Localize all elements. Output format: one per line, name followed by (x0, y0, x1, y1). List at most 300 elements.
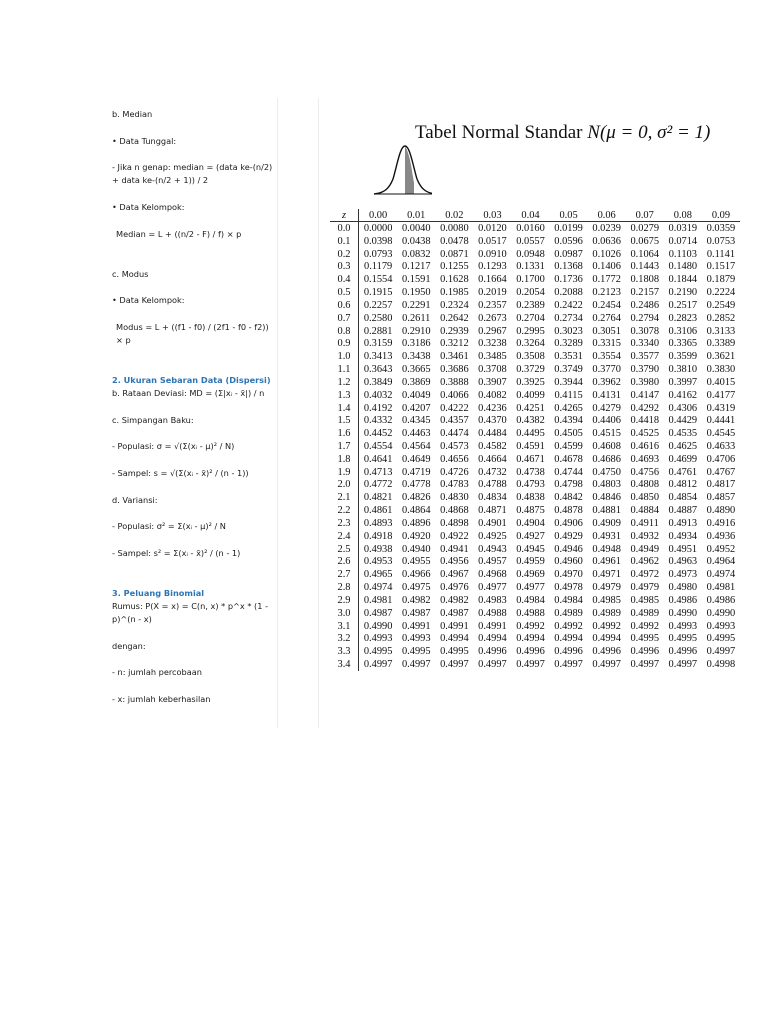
probability-cell: 0.0398 (363, 235, 393, 247)
probability-cell: 0.4986 (668, 594, 698, 606)
probability-cell: 0.3438 (401, 351, 431, 363)
probability-cell: 0.0793 (363, 248, 393, 260)
table-row (330, 273, 740, 286)
probability-cell: 0.3925 (516, 376, 545, 388)
probability-cell: 0.4957 (478, 556, 507, 568)
probability-cell: 0.2852 (706, 312, 736, 324)
probability-cell: 0.4452 (363, 428, 393, 440)
table-row (330, 337, 740, 350)
table-row (330, 350, 740, 363)
z-value-cell: 1.5 (330, 414, 359, 427)
probability-cell: 0.4793 (516, 479, 545, 491)
z-table-header-cell: 0.09 (702, 209, 740, 222)
probability-cell: 0.4918 (363, 530, 393, 542)
probability-cell: 0.3531 (554, 351, 583, 363)
probability-cell: 0.1064 (630, 248, 660, 260)
probability-cell: 0.4990 (363, 620, 393, 632)
probability-cell: 0.4986 (706, 594, 736, 606)
probability-cell: 0.4995 (440, 646, 469, 658)
probability-cell: 0.4994 (554, 633, 583, 645)
table-title (415, 122, 735, 144)
z-value-cell: 3.1 (330, 620, 359, 633)
probability-cell: 0.4783 (440, 479, 469, 491)
table-row (330, 402, 740, 415)
probability-cell: 0.0319 (668, 222, 698, 234)
z-table-header-cell: 0.05 (550, 209, 588, 222)
probability-cell: 0.2794 (630, 312, 660, 324)
probability-cell: 0.4997 (478, 659, 507, 671)
probability-cell: 0.2764 (592, 312, 621, 324)
probability-cell: 0.4573 (440, 440, 469, 452)
probability-cell: 0.1480 (668, 261, 698, 273)
probability-cell: 0.4996 (592, 646, 621, 658)
probability-cell: 0.4706 (706, 453, 736, 465)
probability-cell: 0.4207 (401, 402, 431, 414)
probability-cell: 0.4998 (706, 659, 736, 671)
probability-cell: 0.1591 (401, 274, 431, 286)
probability-cell: 0.4988 (516, 607, 545, 619)
probability-cell: 0.4345 (401, 415, 431, 427)
z-value-cell: 2.1 (330, 491, 359, 504)
probability-cell: 0.3830 (706, 364, 736, 376)
probability-cell: 0.0040 (401, 222, 431, 234)
spacer (112, 573, 277, 586)
probability-cell: 0.4162 (668, 389, 698, 401)
probability-cell: 0.4884 (630, 505, 660, 517)
probability-cell: 0.4842 (554, 492, 583, 504)
probability-cell: 0.2454 (592, 299, 621, 311)
probability-cell: 0.4987 (401, 607, 431, 619)
probability-cell: 0.3159 (363, 338, 393, 350)
table-row (330, 594, 740, 607)
probability-cell: 0.4976 (440, 582, 469, 594)
probability-cell: 0.4934 (668, 530, 698, 542)
probability-cell: 0.3023 (554, 325, 583, 337)
probability-cell: 0.3485 (478, 351, 507, 363)
probability-cell: 0.0910 (478, 248, 507, 260)
probability-cell: 0.0080 (440, 222, 469, 234)
probability-cell: 0.4591 (516, 440, 545, 452)
probability-cell: 0.4641 (363, 453, 393, 465)
probability-cell: 0.3340 (630, 338, 660, 350)
table-row (330, 299, 740, 312)
probability-cell: 0.4997 (516, 659, 545, 671)
probability-cell: 0.4960 (554, 556, 583, 568)
probability-cell: 0.4713 (363, 466, 393, 478)
z-table-header-cell: 0.03 (473, 209, 511, 222)
z-value-cell: 2.6 (330, 556, 359, 569)
probability-cell: 0.4015 (706, 376, 736, 388)
probability-cell: 0.4616 (630, 440, 660, 452)
probability-cell: 0.2642 (440, 312, 469, 324)
z-value-cell: 3.3 (330, 645, 359, 658)
z-table-header-cell: 0.07 (626, 209, 664, 222)
z-table-header-cell: 0.01 (397, 209, 435, 222)
probability-cell: 0.4966 (401, 569, 431, 581)
probability-cell: 0.4861 (363, 505, 393, 517)
probability-cell: 0.4901 (478, 517, 507, 529)
probability-cell: 0.3051 (592, 325, 621, 337)
probability-cell: 0.4671 (516, 453, 545, 465)
table-row (330, 248, 740, 261)
formula-notes (112, 108, 277, 720)
probability-cell: 0.4989 (554, 607, 583, 619)
probability-cell: 0.3849 (363, 376, 393, 388)
probability-cell: 0.4993 (401, 633, 431, 645)
probability-cell: 0.3186 (401, 338, 431, 350)
z-value-cell: 1.9 (330, 466, 359, 479)
probability-cell: 0.4968 (478, 569, 507, 581)
probability-cell: 0.4997 (440, 659, 469, 671)
median-group-formula: Median = L + ((n/2 - F) / f) × p (116, 228, 242, 239)
z-column-header: z (330, 209, 359, 222)
probability-cell: 0.4909 (592, 517, 621, 529)
probability-cell: 0.4846 (592, 492, 621, 504)
probability-cell: 0.1406 (592, 261, 621, 273)
median-heading: b. Median (112, 109, 153, 119)
probability-cell: 0.4177 (706, 389, 736, 401)
probability-cell: 0.4817 (706, 479, 736, 491)
probability-cell: 0.4985 (592, 594, 621, 606)
probability-cell: 0.4987 (440, 607, 469, 619)
probability-cell: 0.4996 (516, 646, 545, 658)
probability-cell: 0.4625 (668, 440, 698, 452)
variansi-populasi-formula: - Populasi: σ² = Σ(xᵢ - μ)² / N (112, 521, 226, 532)
probability-cell: 0.4904 (516, 517, 545, 529)
probability-cell: 0.3686 (440, 364, 469, 376)
variansi-heading: d. Variansi: (112, 494, 158, 505)
probability-cell: 0.1255 (440, 261, 469, 273)
probability-cell: 0.0753 (706, 235, 736, 247)
column-divider (277, 98, 278, 728)
probability-cell: 0.4893 (363, 517, 393, 529)
probability-cell: 0.4834 (478, 492, 507, 504)
probability-cell: 0.4936 (706, 530, 736, 542)
probability-cell: 0.4994 (516, 633, 545, 645)
probability-cell: 0.1368 (554, 261, 583, 273)
probability-cell: 0.4306 (668, 402, 698, 414)
probability-cell: 0.1700 (516, 274, 545, 286)
probability-cell: 0.4952 (706, 543, 736, 555)
probability-cell: 0.4871 (478, 505, 507, 517)
probability-cell: 0.4115 (554, 389, 583, 401)
probability-cell: 0.4911 (630, 517, 659, 529)
probability-cell: 0.4808 (630, 479, 660, 491)
probability-cell: 0.4878 (554, 505, 583, 517)
probability-cell: 0.2123 (592, 287, 621, 299)
probability-cell: 0.2704 (516, 312, 545, 324)
probability-cell: 0.4995 (401, 646, 431, 658)
table-row (330, 581, 740, 594)
table-row (330, 440, 740, 453)
probability-cell: 0.4988 (478, 607, 507, 619)
probability-cell: 0.4941 (440, 543, 469, 555)
probability-cell: 0.4656 (440, 453, 469, 465)
probability-cell: 0.4974 (706, 569, 736, 581)
probability-cell: 0.4943 (478, 543, 507, 555)
probability-cell: 0.4972 (630, 569, 660, 581)
probability-cell: 0.0478 (440, 235, 469, 247)
probability-cell: 0.4830 (440, 492, 469, 504)
probability-cell: 0.4265 (554, 402, 583, 414)
probability-cell: 0.4983 (478, 594, 507, 606)
section-2-heading: 2. Ukuran Sebaran Data (Dispersi) (112, 374, 271, 385)
probability-cell: 0.4992 (630, 620, 660, 632)
probability-cell: 0.3315 (592, 338, 621, 350)
probability-cell: 0.4955 (401, 556, 431, 568)
probability-cell: 0.4131 (592, 389, 621, 401)
probability-cell: 0.3212 (440, 338, 469, 350)
probability-cell: 0.4474 (440, 428, 469, 440)
probability-cell: 0.4995 (668, 633, 698, 645)
probability-cell: 0.0557 (516, 235, 545, 247)
probability-cell: 0.2823 (668, 312, 698, 324)
table-row (330, 504, 740, 517)
probability-cell: 0.4099 (516, 389, 545, 401)
probability-cell: 0.1179 (364, 261, 393, 273)
probability-cell: 0.4738 (516, 466, 545, 478)
probability-cell: 0.4292 (630, 402, 660, 414)
probability-cell: 0.2224 (706, 287, 736, 299)
probability-cell: 0.4463 (401, 428, 431, 440)
probability-cell: 0.4977 (478, 582, 507, 594)
probability-cell: 0.4997 (630, 659, 660, 671)
z-value-cell: 1.4 (330, 402, 359, 415)
probability-cell: 0.0596 (554, 235, 583, 247)
probability-cell: 0.1026 (592, 248, 621, 260)
probability-cell: 0.4996 (478, 646, 507, 658)
probability-cell: 0.2734 (554, 312, 583, 324)
probability-cell: 0.4965 (363, 569, 393, 581)
probability-cell: 0.4979 (592, 582, 621, 594)
probability-cell: 0.2486 (630, 299, 660, 311)
probability-cell: 0.4236 (478, 402, 507, 414)
table-row (330, 235, 740, 248)
probability-cell: 0.4826 (401, 492, 431, 504)
probability-cell: 0.2673 (478, 312, 507, 324)
table-row (330, 543, 740, 556)
spacer (112, 254, 277, 267)
probability-cell: 0.4772 (363, 479, 393, 491)
z-table-header-cell: 0.04 (511, 209, 549, 222)
probability-cell: 0.4994 (478, 633, 507, 645)
z-value-cell: 0.3 (330, 260, 359, 273)
z-value-cell: 2.7 (330, 568, 359, 581)
probability-cell: 0.0279 (630, 222, 660, 234)
probability-cell: 0.4985 (630, 594, 660, 606)
probability-cell: 0.4192 (363, 402, 393, 414)
probability-cell: 0.4418 (630, 415, 660, 427)
probability-cell: 0.1293 (478, 261, 507, 273)
probability-cell: 0.4992 (554, 620, 583, 632)
probability-cell: 0.4995 (706, 633, 736, 645)
probability-cell: 0.4732 (478, 466, 507, 478)
probability-cell: 0.1950 (401, 287, 431, 299)
probability-cell: 0.4222 (440, 402, 469, 414)
simpangan-populasi-formula: - Populasi: σ = √(Σ(xᵢ - μ)² / N) (112, 441, 235, 452)
probability-cell: 0.4898 (440, 517, 469, 529)
probability-cell: 0.4940 (401, 543, 431, 555)
probability-cell: 0.2088 (554, 287, 583, 299)
probability-cell: 0.4977 (516, 582, 545, 594)
probability-cell: 0.4788 (478, 479, 507, 491)
probability-cell: 0.4948 (592, 543, 621, 555)
probability-cell: 0.4147 (630, 389, 660, 401)
probability-cell: 0.3907 (478, 376, 507, 388)
probability-cell: 0.4756 (630, 466, 660, 478)
probability-cell: 0.4991 (401, 620, 431, 632)
probability-cell: 0.4989 (630, 607, 660, 619)
probability-cell: 0.4981 (706, 582, 736, 594)
probability-cell: 0.4993 (668, 620, 698, 632)
probability-cell: 0.4997 (592, 659, 621, 671)
table-row (330, 389, 740, 402)
probability-cell: 0.4979 (630, 582, 660, 594)
probability-cell: 0.4994 (592, 633, 621, 645)
z-value-cell: 0.5 (330, 286, 359, 299)
probability-cell: 0.1985 (440, 287, 469, 299)
table-row (330, 363, 740, 376)
probability-cell: 0.4938 (363, 543, 393, 555)
probability-cell: 0.4582 (478, 440, 507, 452)
probability-cell: 0.4761 (668, 466, 698, 478)
probability-cell: 0.4992 (592, 620, 621, 632)
probability-cell: 0.4963 (668, 556, 698, 568)
probability-cell: 0.4535 (668, 428, 698, 440)
z-value-cell: 0.1 (330, 235, 359, 248)
probability-cell: 0.2939 (440, 325, 469, 337)
probability-cell: 0.4981 (363, 594, 393, 606)
table-row (330, 453, 740, 466)
table-row (330, 376, 740, 389)
probability-cell: 0.1554 (363, 274, 393, 286)
probability-cell: 0.3665 (401, 364, 431, 376)
z-value-cell: 2.0 (330, 479, 359, 492)
probability-cell: 0.4495 (516, 428, 545, 440)
z-value-cell: 0.9 (330, 337, 359, 350)
simpangan-sampel-formula: - Sampel: s = √(Σ(xᵢ - x̄)² / (n - 1)) (112, 468, 249, 479)
probability-cell: 0.4971 (592, 569, 621, 581)
z-value-cell: 0.8 (330, 325, 359, 338)
probability-cell: 0.4515 (592, 428, 621, 440)
probability-cell: 0.4554 (363, 440, 393, 452)
probability-cell: 0.4995 (363, 646, 393, 658)
column-divider (318, 98, 319, 728)
data-kelompok-label: • Data Kelompok: (112, 202, 185, 213)
probability-cell: 0.4996 (554, 646, 583, 658)
probability-cell: 0.4982 (440, 594, 469, 606)
probability-cell: 0.4997 (401, 659, 431, 671)
z-value-cell: 2.8 (330, 581, 359, 594)
probability-cell: 0.2881 (363, 325, 393, 337)
probability-cell: 0.4995 (630, 633, 660, 645)
z-table-header-row (330, 209, 740, 222)
probability-cell: 0.4664 (478, 453, 507, 465)
probability-cell: 0.4767 (706, 466, 736, 478)
probability-cell: 0.2549 (706, 299, 736, 311)
z-value-cell: 2.3 (330, 517, 359, 530)
probability-cell: 0.3962 (592, 376, 621, 388)
probability-cell: 0.4049 (401, 389, 431, 401)
table-row (330, 325, 740, 338)
probability-cell: 0.1517 (706, 261, 736, 273)
probability-cell: 0.3577 (630, 351, 660, 363)
probability-cell: 0.3944 (554, 376, 583, 388)
curve-line (374, 146, 432, 194)
probability-cell: 0.4332 (363, 415, 393, 427)
probability-cell: 0.3264 (516, 338, 545, 350)
probability-cell: 0.4082 (478, 389, 507, 401)
probability-cell: 0.2967 (478, 325, 507, 337)
probability-cell: 0.3810 (668, 364, 698, 376)
probability-cell: 0.4896 (401, 517, 431, 529)
probability-cell: 0.4962 (630, 556, 660, 568)
table-row (330, 260, 740, 273)
probability-cell: 0.4974 (363, 582, 393, 594)
probability-cell: 0.2357 (478, 299, 507, 311)
definition-x: - x: jumlah keberhasilan (112, 694, 211, 705)
probability-cell: 0.3869 (401, 376, 431, 388)
table-row (330, 645, 740, 658)
binomial-formula: Rumus: P(X = x) = C(n, x) * p^x * (1 - p)^(n - x) (112, 600, 269, 625)
probability-cell: 0.4719 (401, 466, 431, 478)
probability-cell: 0.4980 (668, 582, 698, 594)
normal-distribution-curve-icon (372, 144, 432, 202)
z-value-cell: 1.6 (330, 427, 359, 440)
probability-cell: 0.4726 (440, 466, 469, 478)
probability-cell: 0.4961 (592, 556, 621, 568)
probability-cell: 0.0199 (554, 222, 583, 234)
probability-cell: 0.4951 (668, 543, 698, 555)
probability-cell: 0.3289 (554, 338, 583, 350)
probability-cell: 0.3508 (516, 351, 545, 363)
table-row (330, 466, 740, 479)
probability-cell: 0.1844 (668, 274, 698, 286)
probability-cell: 0.0120 (478, 222, 507, 234)
probability-cell: 0.4032 (363, 389, 393, 401)
probability-cell: 0.4429 (668, 415, 698, 427)
z-value-cell: 0.6 (330, 299, 359, 312)
data-kelompok-label: • Data Kelompok: (112, 295, 185, 306)
probability-cell: 0.2257 (363, 299, 393, 311)
table-row (330, 222, 740, 235)
probability-cell: 0.3708 (478, 364, 507, 376)
probability-cell: 0.3238 (478, 338, 507, 350)
probability-cell: 0.3365 (668, 338, 698, 350)
table-row (330, 479, 740, 492)
probability-cell: 0.2611 (402, 312, 431, 324)
probability-cell: 0.3554 (592, 351, 621, 363)
z-value-cell: 2.5 (330, 543, 359, 556)
table-row (330, 491, 740, 504)
table-row (330, 568, 740, 581)
z-value-cell: 0.7 (330, 312, 359, 325)
probability-cell: 0.4812 (668, 479, 698, 491)
probability-cell: 0.4956 (440, 556, 469, 568)
z-value-cell: 1.7 (330, 440, 359, 453)
table-row (330, 530, 740, 543)
probability-cell: 0.3133 (706, 325, 736, 337)
probability-cell: 0.3749 (554, 364, 583, 376)
probability-cell: 0.4778 (401, 479, 431, 491)
probability-cell: 0.4564 (401, 440, 431, 452)
probability-cell: 0.4633 (706, 440, 736, 452)
probability-cell: 0.3106 (668, 325, 698, 337)
probability-cell: 0.4991 (440, 620, 469, 632)
probability-cell: 0.4394 (554, 415, 583, 427)
z-table-header-cell: 0.08 (664, 209, 702, 222)
probability-cell: 0.3997 (668, 376, 698, 388)
